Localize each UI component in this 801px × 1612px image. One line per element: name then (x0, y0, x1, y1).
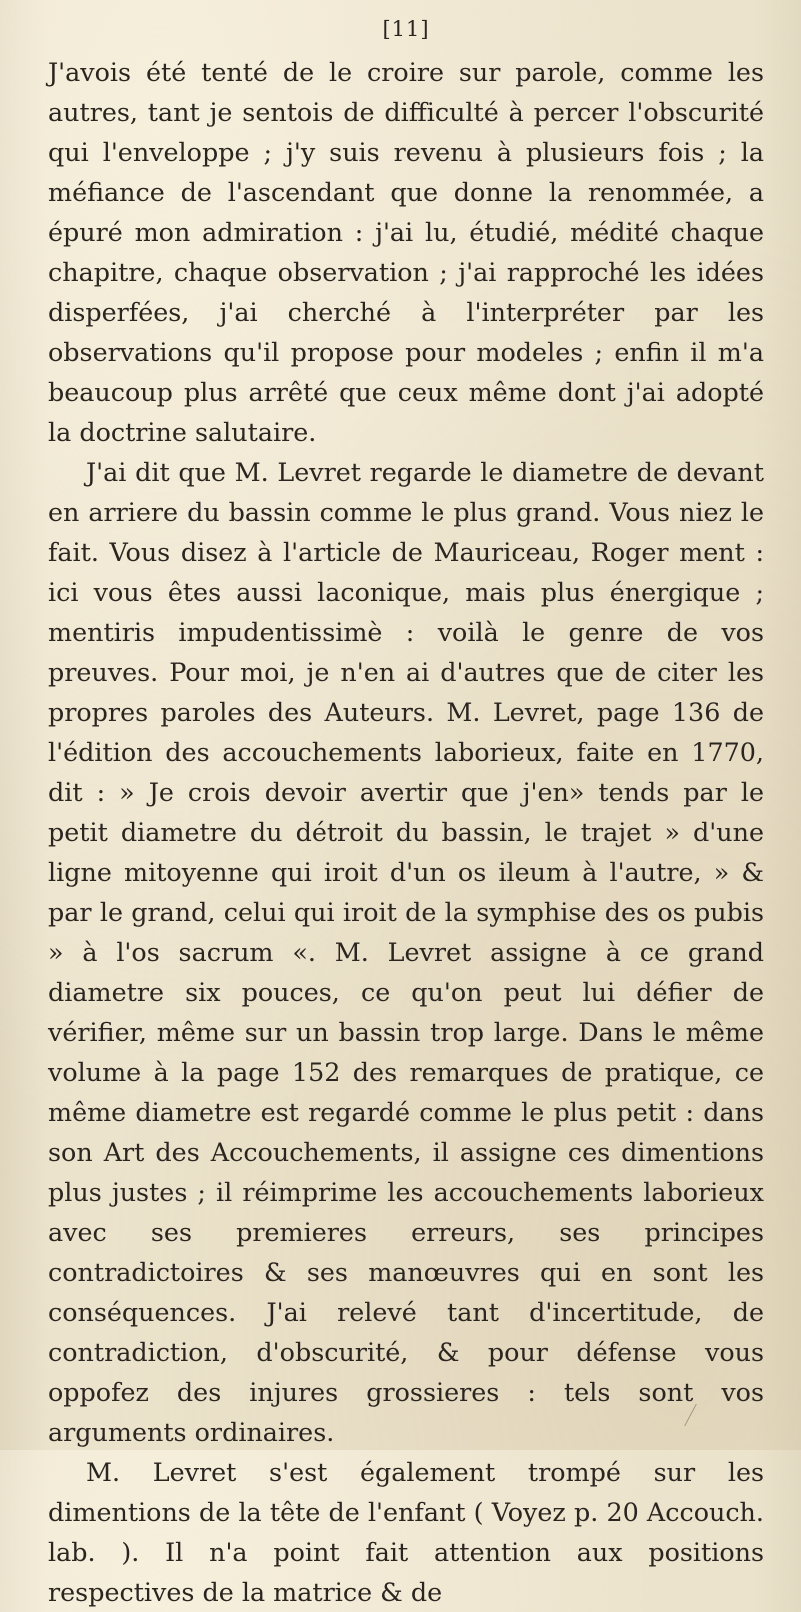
paragraph-2: J'ai dit que M. Levret regarde le diametre de devant en arriere du bassin comme le plus grand. Vous niez le fait. Vous disez à l'article de Mauriceau, Roger ment : ici vous êtes aussi laconique, mais plus énergique ; mentiris impudentissimè : voilà le genre de vos preuves. Pour moi, je n'en ai d'autres que de citer les propres paroles des Auteurs. M. Levret, page 136 de l'édition des accouchements laborieux, faite en 1770, dit : » Je crois devoir avertir que j'en» tends par le petit diametre du détroit du bassin, le trajet » d'une ligne mitoyenne qui iroit d'un os ileum à l'autre, » & par le grand, celui qui iroit de la symphise des os pubis » à l'os sacrum «. M. Levret assigne à ce grand diametre six pouces, ce qu'on peut lui défier de vérifier, même sur un bassin trop large. Dans le même volume à la page 152 des remarques de pratique, ce même diametre est regardé comme le plus petit : dans son Art des Accouchements, il assigne ces dimentions plus justes ; il réimprime les accouchements laborieux avec ses premieres erreurs, ses principes contradictoires & ses manœuvres qui en sont les conséquences. J'ai relevé tant d'incertitude, de contradiction, d'obscurité, & pour défense vous oppofez des injures grossieres : tels sont vos arguments ordinaires. (48, 457, 764, 1447)
paragraph-3: M. Levret s'est également trompé sur les dimentions de la tête de l'enfant ( Voyez p. 20 Accouch. lab. ). Il n'a point fait attention aux positions respectives de la matrice & de (48, 1457, 764, 1607)
page-number-header: [11] (382, 17, 430, 41)
book-page (48, 14, 764, 1612)
paragraph-1: J'avois été tenté de le croire sur parole, comme les autres, tant je sentois de difficulté à percer l'obscurité qui l'enveloppe ; j'y suis revenu à plusieurs fois ; la méfiance de l'ascendant que donne la renommée, a épuré mon admiration : j'ai lu, étudié, médité chaque chapitre, chaque observation ; j'ai rapproché les idées disperfées, j'ai cherché à l'interpréter par les observations qu'il propose pour modeles ; enfin il m'a beaucoup plus arrêté que ceux même dont j'ai adopté la doctrine salutaire. (48, 57, 764, 447)
